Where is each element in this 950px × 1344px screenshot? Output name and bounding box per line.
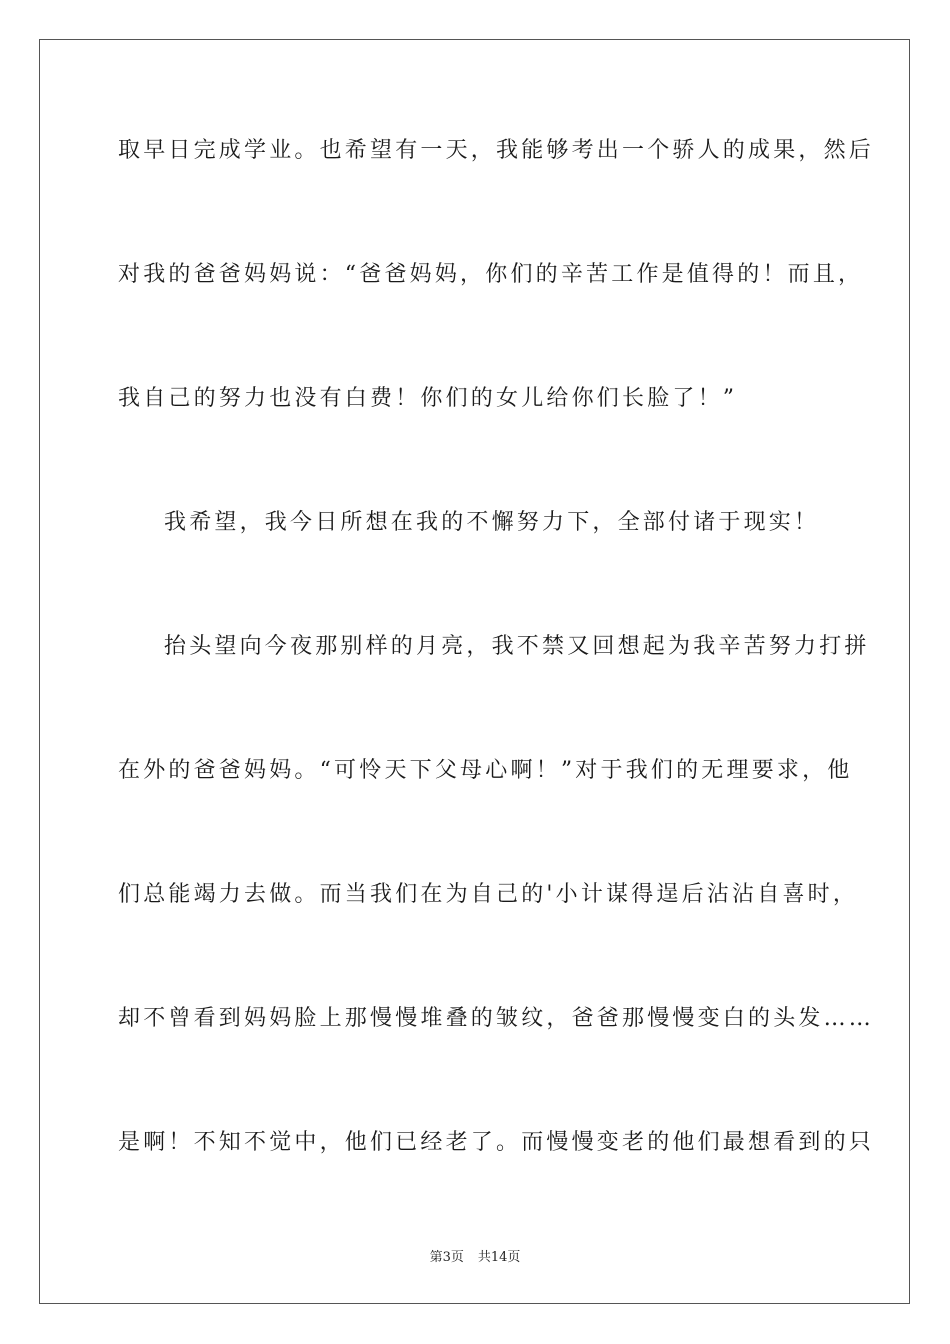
body-line-9: 是啊！不知不觉中，他们已经老了。而慢慢变老的他们最想看到的只 [118, 1130, 875, 1155]
body-line-7: 们总能竭力去做。而当我们在为自己的'小计谋得逞后沾沾自喜时， [118, 882, 859, 907]
body-line-6: 在外的爸爸妈妈。“可怜天下父母心啊！”对于我们的无理要求，他 [118, 758, 853, 783]
page-number: 第3页 [429, 1250, 464, 1265]
body-line-8: 却不曾看到妈妈脸上那慢慢堆叠的皱纹，爸爸那慢慢变白的头发…… [118, 1006, 875, 1031]
body-line-1: 取早日完成学业。也希望有一天，我能够考出一个骄人的成果，然后 [118, 138, 875, 163]
body-line-5: 抬头望向今夜那别样的月亮，我不禁又回想起为我辛苦努力打拼 [164, 634, 870, 659]
total-pages: 共14页 [477, 1250, 521, 1265]
body-line-2: 对我的爸爸妈妈说：“爸爸妈妈，你们的辛苦工作是值得的！而且， [118, 262, 864, 287]
body-line-4: 我希望，我今日所想在我的不懈努力下，全部付诸于现实！ [164, 510, 820, 535]
page-frame [39, 39, 910, 1304]
page-footer [0, 1246, 950, 1265]
body-line-3: 我自己的努力也没有白费！你们的女儿给你们长脸了！” [118, 386, 738, 411]
